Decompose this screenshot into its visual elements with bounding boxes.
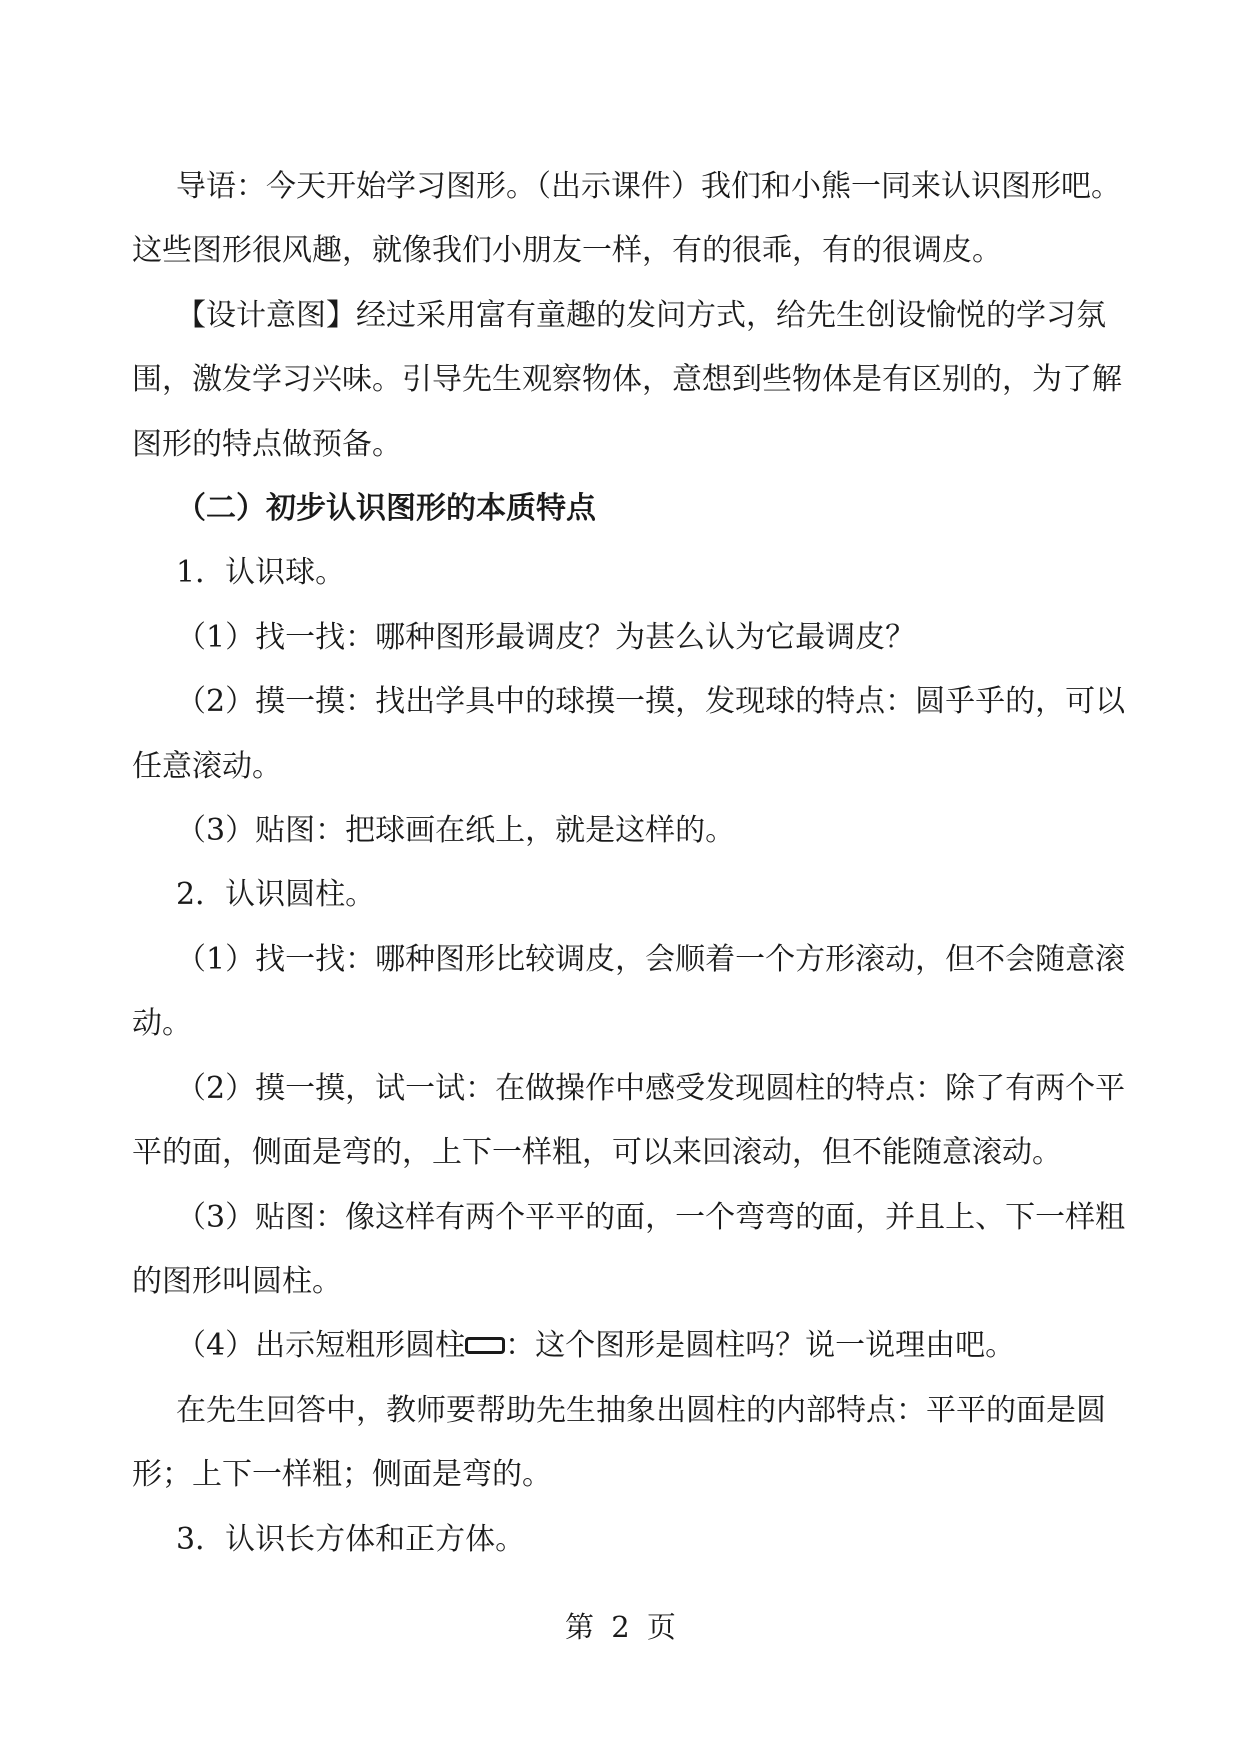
list-item-2: 2．认识圆柱。 <box>176 877 376 913</box>
list-item-1: 1．认识球。 <box>176 555 346 591</box>
list-item-2-2: （2）摸一摸，试一试：在做操作中感受发现圆柱的特点：除了有两个平平的面，侧面是弯的，上下一样粗，可以来回滚动，但不能随意滚动。 <box>132 1070 1126 1171</box>
section-heading: （二）初步认识图形的本质特点 <box>176 491 596 527</box>
page-number: 第 2 页 <box>565 1610 676 1644</box>
list-item-2-4-text-before: （4）出示短粗形圆柱 <box>176 1328 466 1364</box>
list-item-2-1: （1）找一找：哪种图形比较调皮，会顺着一个方形滚动，但不会随意滚动。 <box>132 941 1126 1042</box>
list-item-1-1: （1）找一找：哪种图形最调皮？为甚么认为它最调皮？ <box>176 619 916 655</box>
list-item-3: 3．认识长方体和正方体。 <box>176 1521 526 1557</box>
intro-paragraph: 导语：今天开始学习图形。（出示课件）我们和小熊一同来认识图形吧。这些图形很风趣，就像我们小朋友一样，有的很乖，有的很调皮。 <box>132 169 1121 269</box>
teacher-note-paragraph: 在先生回答中，教师要帮助先生抽象出圆柱的内部特点：平平的面是圆形；上下一样粗；侧面是弯的。 <box>132 1392 1106 1493</box>
document-body <box>132 155 1127 1572</box>
short-cylinder-icon <box>465 1337 505 1354</box>
list-item-1-2: （2）摸一摸：找出学具中的球摸一摸，发现球的特点：圆乎乎的，可以任意滚动。 <box>132 684 1126 784</box>
list-item-2-3: （3）贴图：像这样有两个平平的面，一个弯弯的面，并且上、下一样粗的图形叫圆柱。 <box>132 1199 1126 1299</box>
design-intent-paragraph: 【设计意图】经过采用富有童趣的发问方式，给先生创设愉悦的学习氛围，激发学习兴味。引导先生观察物体，意想到些物体是有区别的，为了解图形的特点做预备。 <box>132 297 1122 462</box>
list-item-1-3: （3）贴图：把球画在纸上，就是这样的。 <box>176 813 736 849</box>
list-item-2-4-text-after: ：这个图形是圆柱吗？说一说理由吧。 <box>505 1328 1016 1364</box>
list-item-2-4 <box>132 1314 1127 1378</box>
